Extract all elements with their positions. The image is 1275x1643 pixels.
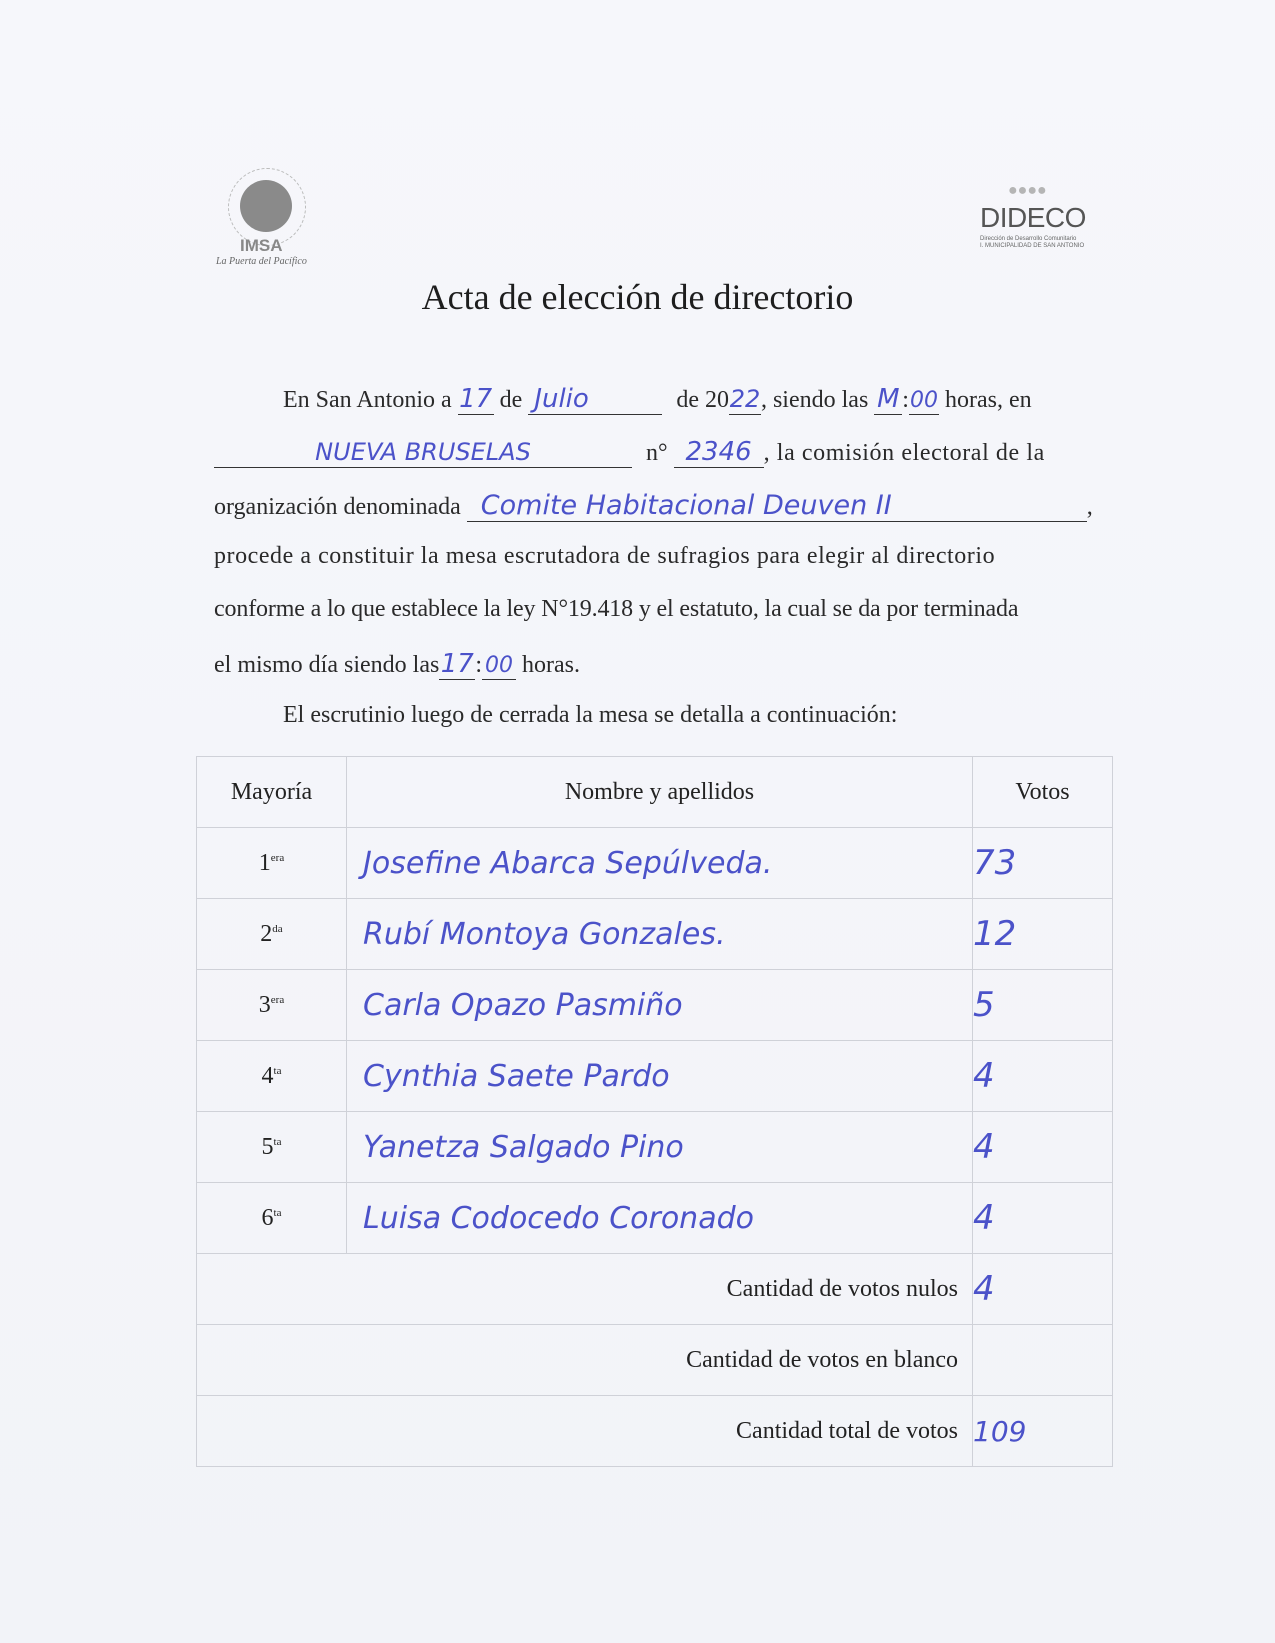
votes-cell	[973, 1041, 1113, 1112]
minute-value: 00	[909, 388, 938, 413]
name-cell	[347, 1183, 973, 1254]
place-value: NUEVA BRUSELAS	[315, 438, 531, 466]
text-segment: ,	[1086, 494, 1093, 520]
rank-suffix: era	[270, 993, 285, 1006]
end-hour-field	[439, 649, 475, 680]
name-cell	[347, 828, 973, 899]
results-table	[196, 756, 1113, 1467]
header-name: Nombre y apellidos	[347, 757, 973, 828]
votes-cell	[973, 1183, 1113, 1254]
rank-number: 5	[261, 1133, 274, 1160]
year-value: 22	[729, 385, 761, 413]
blank-votes-row	[197, 1325, 1113, 1396]
imsa-logo-tagline: La Puerta del Pacífico	[216, 256, 307, 267]
candidate-name: Rubí Montoya Gonzales.	[363, 916, 726, 952]
minute-field	[909, 387, 939, 415]
rank-suffix: da	[272, 922, 283, 935]
rank-number: 4	[261, 1062, 274, 1089]
name-cell	[347, 899, 973, 970]
dideco-logo-sub2: I. MUNICIPALIDAD DE SAN ANTONIO	[980, 243, 1085, 249]
rank-cell	[197, 970, 347, 1041]
candidate-votes: 4	[973, 1198, 995, 1238]
table-row	[197, 828, 1113, 899]
name-cell	[347, 1041, 973, 1112]
rank-cell	[197, 1183, 347, 1254]
text-segment: de 20	[676, 387, 729, 413]
rank-number: 6	[261, 1204, 274, 1231]
votes-cell	[973, 970, 1113, 1041]
total-votes-value: 109	[973, 1414, 1027, 1448]
text-segment: :	[475, 652, 482, 678]
organization-field	[467, 490, 1087, 522]
rank-suffix: ta	[273, 1135, 282, 1148]
votes-cell	[973, 1112, 1113, 1183]
candidate-votes: 4	[973, 1056, 995, 1096]
imsa-logo	[212, 168, 327, 268]
dideco-logo-sub1: Dirección de Desarrollo Comunitario	[980, 236, 1077, 242]
text-segment: En San Antonio a	[283, 387, 452, 413]
table-row	[197, 970, 1113, 1041]
logo-emblem-icon	[240, 180, 292, 232]
votes-cell	[973, 899, 1113, 970]
month-value: Julio	[534, 384, 589, 414]
blank-votes-label: Cantidad de votos en blanco	[197, 1325, 973, 1396]
rank-number: 2	[260, 920, 273, 947]
text-segment: , la comisión electoral de la	[763, 440, 1045, 466]
name-cell	[347, 970, 973, 1041]
text-segment: n°	[646, 440, 668, 466]
rank-suffix: ta	[273, 1064, 282, 1077]
rank-cell	[197, 828, 347, 899]
paragraph-line-7: El escrutinio luego de cerrada la mesa se detalla a continuación:	[283, 702, 898, 728]
total-votes-cell	[973, 1396, 1113, 1467]
text-segment: de	[499, 387, 523, 413]
end-minute-value: 00	[484, 653, 513, 678]
day-value: 17	[459, 384, 493, 414]
hour-field	[874, 384, 902, 415]
paragraph-line-6	[214, 649, 580, 680]
null-votes-row	[197, 1254, 1113, 1325]
candidate-name: Luisa Codocedo Coronado	[363, 1200, 754, 1236]
candidate-votes: 4	[973, 1127, 995, 1167]
hour-value: M	[877, 384, 900, 414]
total-votes-row	[197, 1396, 1113, 1467]
table-row	[197, 1041, 1113, 1112]
header-rank: Mayoría	[197, 757, 347, 828]
candidate-name: Josefine Abarca Sepúlveda.	[363, 845, 773, 881]
candidate-name: Yanetza Salgado Pino	[363, 1129, 684, 1165]
rank-number: 1	[258, 849, 271, 876]
end-minute-field	[482, 652, 516, 680]
paragraph-line-4: procede a constituir la mesa escrutadora de sufragios para elegir al directorio	[214, 543, 996, 569]
candidate-name: Cynthia Saete Pardo	[363, 1058, 670, 1094]
paragraph-line-3	[214, 490, 1093, 522]
rank-cell	[197, 1041, 347, 1112]
paragraph-line-5: conforme a lo que establece la ley N°19.418 y el estatuto, la cual se da por terminada	[214, 596, 1019, 622]
text-segment: organización denominada	[214, 494, 461, 520]
number-value: 2346	[685, 437, 752, 467]
paragraph-line-1	[283, 384, 1032, 415]
name-cell	[347, 1112, 973, 1183]
imsa-logo-name: IMSA	[240, 236, 283, 255]
null-votes-value: 4	[973, 1269, 995, 1309]
rank-suffix: era	[270, 851, 285, 864]
text-segment: el mismo día siendo las	[214, 652, 440, 678]
rank-cell	[197, 899, 347, 970]
dideco-dots-icon: ● ● ● ●	[1008, 182, 1045, 199]
candidate-votes: 73	[973, 843, 1017, 883]
candidate-votes: 5	[973, 985, 995, 1025]
text-segment: horas.	[521, 652, 580, 678]
end-hour-value: 17	[440, 649, 474, 679]
header-votes: Votos	[973, 757, 1113, 828]
null-votes-cell	[973, 1254, 1113, 1325]
null-votes-label: Cantidad de votos nulos	[197, 1254, 973, 1325]
page-title: Acta de elección de directorio	[421, 277, 854, 317]
dideco-logo	[978, 182, 1096, 262]
number-field	[674, 437, 764, 468]
rank-suffix: ta	[273, 1206, 282, 1219]
day-field	[458, 384, 494, 415]
candidate-name: Carla Opazo Pasmiño	[363, 987, 683, 1023]
table-row	[197, 899, 1113, 970]
rank-cell	[197, 1112, 347, 1183]
candidate-votes: 12	[973, 914, 1017, 954]
organization-value: Comite Habitacional Deuven II	[480, 490, 892, 521]
text-segment: horas, en	[944, 387, 1032, 413]
blank-votes-cell	[973, 1325, 1113, 1396]
month-field	[528, 384, 662, 415]
total-votes-label: Cantidad total de votos	[197, 1396, 973, 1467]
paragraph-line-2	[214, 437, 1045, 468]
table-row	[197, 1183, 1113, 1254]
place-field	[214, 438, 632, 468]
text-segment: :	[902, 387, 909, 413]
dideco-logo-name: DIDECO	[980, 202, 1086, 233]
table-header-row	[197, 757, 1113, 828]
table-row	[197, 1112, 1113, 1183]
year-field	[729, 385, 761, 415]
votes-cell	[973, 828, 1113, 899]
rank-number: 3	[258, 991, 271, 1018]
text-segment: , siendo las	[760, 387, 869, 413]
